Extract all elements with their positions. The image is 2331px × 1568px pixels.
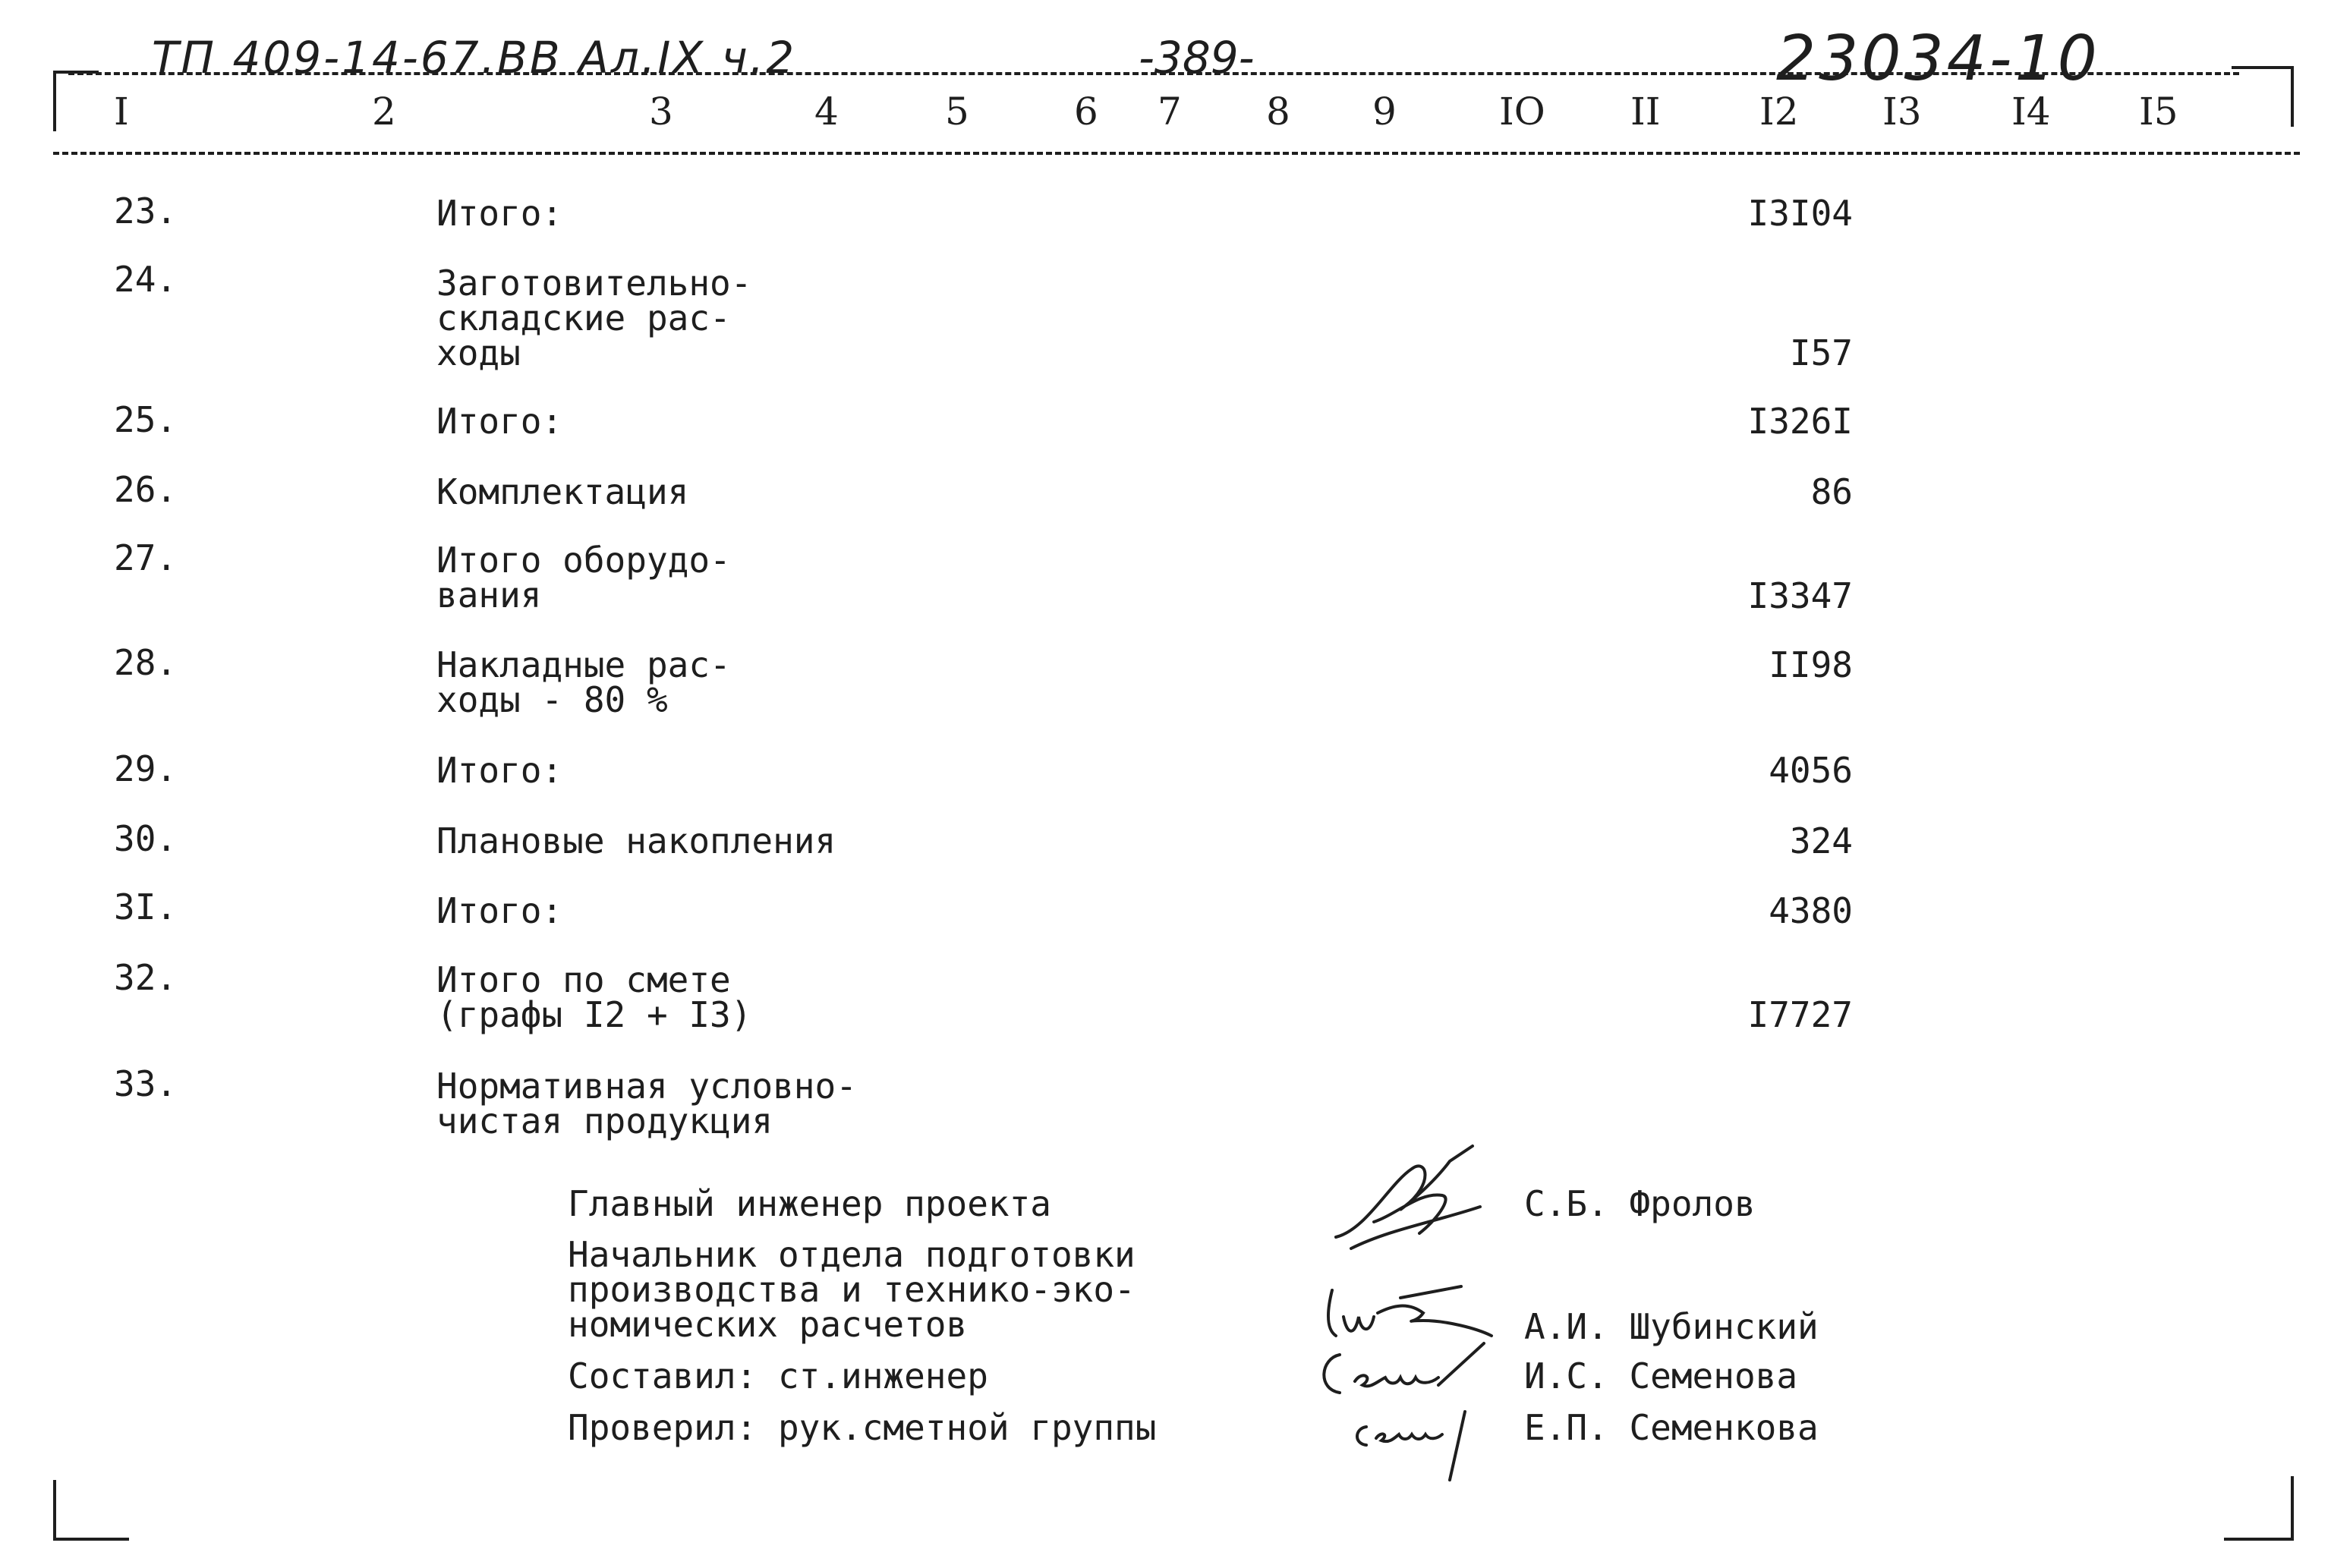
signatory-role: Составил: ст.инженер: [568, 1355, 988, 1396]
signatory-name: А.И. Шубинский: [1524, 1306, 1819, 1347]
signatory-name: Е.П. Семенкова: [1524, 1407, 1819, 1448]
bottom-left-corner-vertical: [53, 1480, 56, 1541]
row-value: I3347: [1747, 575, 1853, 616]
column-number: I4: [2011, 90, 2051, 134]
column-number: 8: [1266, 90, 1290, 134]
row-value: 86: [1810, 471, 1853, 512]
row-number: 33.: [114, 1063, 178, 1104]
row-description: Накладные рас-: [436, 644, 731, 685]
top-dashed-rule: [68, 72, 2239, 75]
signatory-role: Главный инженер проекта: [568, 1183, 1051, 1224]
column-number: I3: [1882, 90, 1922, 134]
top-right-corner-horizontal: [2232, 66, 2294, 69]
row-description: Заготовительно-: [436, 263, 752, 304]
column-number: 2: [372, 90, 396, 134]
row-description: Итого:: [436, 750, 563, 791]
row-value: I57: [1789, 332, 1853, 373]
signatory-name: С.Б. Фролов: [1524, 1183, 1756, 1224]
row-value: 324: [1789, 820, 1853, 861]
row-description: Комплектация: [436, 471, 689, 512]
row-value: 4056: [1769, 750, 1853, 791]
inventory-number: 23034-10: [1776, 23, 2100, 95]
bottom-left-corner-horizontal: [53, 1538, 129, 1541]
top-right-corner-vertical: [2291, 66, 2294, 127]
column-number: 3: [649, 90, 673, 134]
row-number: 25.: [114, 399, 178, 440]
column-number: 5: [945, 90, 969, 134]
row-description: Плановые накопления: [436, 820, 836, 861]
row-number: 3I.: [114, 886, 178, 927]
header-bottom-dashed-rule: [53, 152, 2300, 155]
signatory-name: И.С. Семенова: [1524, 1355, 1798, 1396]
row-description: Нормативная условно-: [436, 1066, 857, 1107]
row-description: (графы I2 + I3): [436, 994, 752, 1035]
row-description: ходы - 80 %: [436, 679, 668, 720]
row-number: 27.: [114, 537, 178, 578]
bottom-right-corner-vertical: [2291, 1476, 2294, 1541]
signatory-role: номических расчетов: [568, 1304, 968, 1345]
top-left-corner-vertical: [53, 71, 56, 131]
row-number: 32.: [114, 957, 178, 998]
row-description: Итого:: [436, 401, 563, 442]
column-number: IO: [1499, 90, 1545, 134]
row-description: вания: [436, 575, 542, 616]
row-description: Итого:: [436, 890, 563, 931]
column-number: II: [1630, 90, 1661, 134]
row-description: чистая продукция: [436, 1100, 773, 1141]
row-number: 28.: [114, 642, 178, 683]
column-number: 6: [1074, 90, 1098, 134]
row-description: Итого по смете: [436, 959, 731, 1000]
row-description: Итого:: [436, 193, 563, 234]
column-number: I: [114, 90, 129, 134]
column-number: 9: [1372, 90, 1397, 134]
bottom-right-corner-horizontal: [2224, 1538, 2294, 1541]
signatory-role: производства и технико-эко-: [568, 1269, 1136, 1310]
row-number: 23.: [114, 190, 178, 231]
row-description: ходы: [436, 332, 521, 373]
row-value: 4380: [1769, 890, 1853, 931]
row-number: 26.: [114, 469, 178, 510]
page-number: -389-: [1139, 32, 1255, 83]
row-value: I326I: [1747, 401, 1853, 442]
row-number: 24.: [114, 259, 178, 300]
row-description: Итого оборудо-: [436, 540, 731, 581]
signature-mark-semenkova: [1347, 1396, 1499, 1488]
column-number: I5: [2139, 90, 2178, 134]
row-value: I7727: [1747, 994, 1853, 1035]
signature-mark-frolov: [1321, 1138, 1503, 1260]
row-value: II98: [1769, 644, 1853, 685]
signatory-role: Начальник отдела подготовки: [568, 1234, 1136, 1275]
row-number: 30.: [114, 818, 178, 859]
column-number: I2: [1759, 90, 1799, 134]
top-left-corner-horizontal: [53, 71, 99, 74]
signatory-role: Проверил: рук.сметной группы: [568, 1407, 1157, 1448]
column-number: 4: [814, 90, 839, 134]
row-description: складские рас-: [436, 298, 731, 338]
row-value: I3I04: [1747, 193, 1853, 234]
row-number: 29.: [114, 748, 178, 789]
document-code: ТП 409-14-67.ВВ Ал.IX ч.2: [152, 32, 797, 83]
column-number: 7: [1158, 90, 1182, 134]
